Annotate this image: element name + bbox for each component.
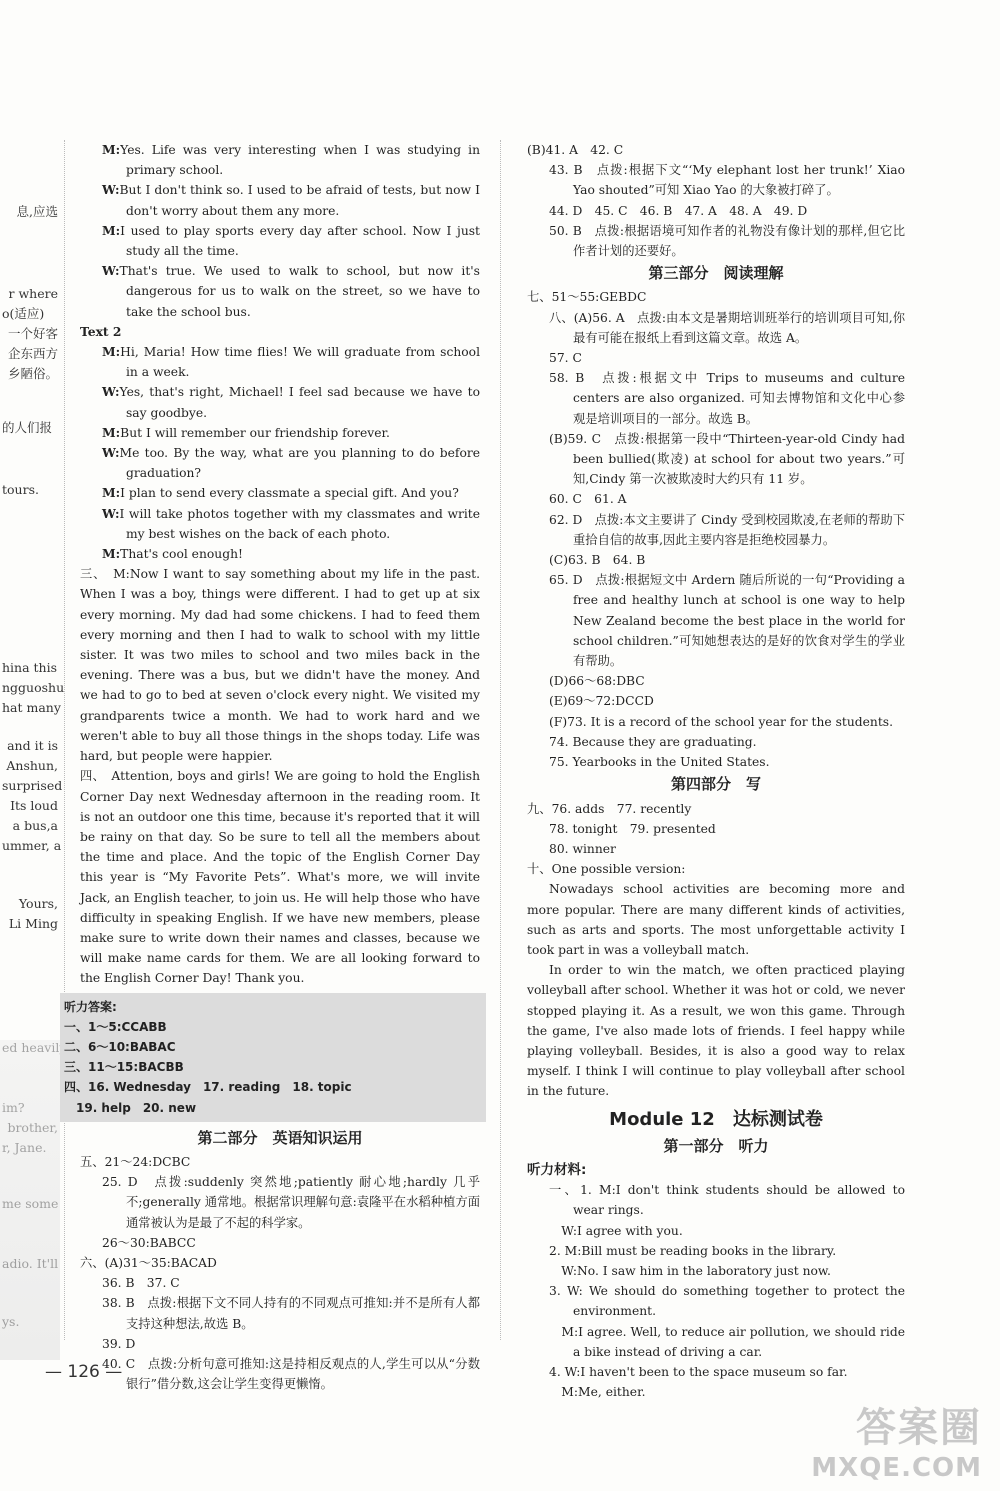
cut-off-text: hina this bbox=[2, 660, 58, 675]
answer-item: 78. tonight 79. presented bbox=[549, 821, 716, 836]
material-line: 一、1. M:I don't think students should be allowed to wear rings. bbox=[549, 1183, 905, 1218]
answer-item: 八、(A)56. A 点拨:由本文是暑期培训班举行的培训项目可知,你最有可能在报纸上看到这篇文章。故选 A。 bbox=[549, 310, 905, 345]
cut-off-text: surprised bbox=[2, 778, 63, 793]
dialogue-line bbox=[80, 544, 480, 564]
answer-item: 25. D 点拨:suddenly 突然地;patiently 耐心地;hardly 几乎不;generally 通常地。根据常识理解句意:袁隆平在水稻种植方面通常被认为是最了不起的科学家。 bbox=[102, 1175, 480, 1230]
dialogue-text: That's cool enough! bbox=[120, 547, 243, 562]
speaker-label: M: bbox=[102, 424, 121, 440]
cut-off-text: Yours, bbox=[18, 896, 58, 911]
dialogue-text: But I will remember our friendship forever. bbox=[120, 425, 390, 440]
dialogue-text2 bbox=[80, 342, 480, 564]
material-line: W:No. I saw him in the laboratory just now. bbox=[549, 1263, 831, 1278]
material-line: 2. M:Bill must be reading books in the library. bbox=[549, 1243, 837, 1258]
material-line: M:Me, either. bbox=[549, 1385, 646, 1400]
answer-item: 六、(A)31～35:BACAD bbox=[80, 1255, 217, 1270]
cut-off-text: tours. bbox=[2, 482, 39, 497]
dialogue-text: But I don't think so. I used to be afraid of tests, but now I don't worry about them any more. bbox=[119, 183, 480, 218]
dialogue-text: I used to play sports every day after school. Now I just study all the time. bbox=[120, 223, 480, 259]
section2-answers bbox=[80, 1152, 480, 1394]
dialogue-line bbox=[80, 180, 480, 220]
listening-answers-box bbox=[60, 993, 486, 1122]
dialogue-text: Yes, that's right, Michael! I feel sad because we have to say goodbye. bbox=[119, 385, 480, 420]
answer-item: 七、51～55:GEBDC bbox=[527, 290, 647, 305]
cloze-answers bbox=[527, 140, 905, 261]
answer-item: (E)69～72:DCCD bbox=[549, 694, 654, 709]
answer-item: 80. winner bbox=[549, 841, 616, 856]
section-title: 第一部分 听力 bbox=[663, 1136, 769, 1155]
answer-item: 五、21～24:DCBC bbox=[80, 1154, 191, 1169]
material-line: 3. W: We should do something together to protect the environment. bbox=[549, 1284, 905, 1319]
column-divider bbox=[64, 140, 65, 1340]
cut-off-text: ummer, a bbox=[2, 838, 62, 853]
speaker-label: M: bbox=[102, 344, 121, 360]
page-number: — 126 — bbox=[45, 1362, 123, 1382]
dialogue-text: Me too. By the way, what are you planning to do before graduation? bbox=[119, 446, 480, 481]
section-title: 第四部分 写 bbox=[670, 775, 761, 794]
dialogue-line bbox=[80, 483, 480, 503]
answer-item: 74. Because they are graduating. bbox=[549, 734, 757, 749]
faded-stamp bbox=[0, 1040, 60, 1360]
answer-line: 19. help 20. new bbox=[64, 1100, 197, 1115]
watermark-logo bbox=[811, 1396, 982, 1483]
speaker-label: M: bbox=[102, 485, 121, 501]
essay-paragraph: In order to win the match, we often practiced playing volleyball after school. Whether it was hot or cold, we never stopped playing it. As a result, we won this game. Through the game, I've also made lots of friends. I feel happy while playing volleyball. Besides, it is also a good way to relax myself. I think I will continue to play volleyball after school in the future. bbox=[527, 963, 905, 1099]
dialogue-text: That's true. We used to walk to school, but now it's dangerous for us to walk on the street, so we have to take the school bus. bbox=[119, 264, 480, 319]
dialogue-line bbox=[80, 140, 480, 180]
cut-off-text: hat many bbox=[2, 700, 61, 715]
dialogue-line bbox=[80, 443, 480, 483]
answer-item: 58. B 点拨:根据文中 Trips to museums and culture centers are also organized. 可知去博物馆和文化中心参观是培训项目的一部分。故选 B。 bbox=[549, 371, 905, 426]
answer-line: 一、1～5:CCABB bbox=[64, 1019, 167, 1034]
middle-column bbox=[64, 140, 480, 1394]
cut-off-text: r where bbox=[8, 286, 58, 301]
speaker-label: W: bbox=[102, 384, 120, 400]
cut-off-text: o(适应) bbox=[2, 306, 45, 321]
answer-item: 38. B 点拨:根据下文不同人持有的不同观点可推知:并不是所有人都支持这种想法,故选 B。 bbox=[102, 1296, 480, 1331]
dialogue-line bbox=[80, 261, 480, 322]
essay-paragraph: Nowadays school activities are becoming more and more popular. There are many different kinds of activities, such as arts and sports. The most unforgettable activity I took part in was a volleyball match. bbox=[527, 882, 905, 957]
part4-passage: 四、 Attention, boys and girls! We are going to hold the English Corner Day next Wednesday afternoon in the reading room. It is not an outdoor one this time, because it's reported that it will be rainy on that day. So be sure to tell all the members about the time and place. And the topic of the English Corner Day this year is “My Favorite Pets”. What's more, we will invite Jack, an English teacher, to join us. He will help those who have difficulty in speaking English. If we have new members, please make sure to write down their names and classes, because we will make name cards for them. We are all looking forward to the English Corner Day! Thank you. bbox=[80, 769, 480, 986]
speaker-label: M: bbox=[102, 142, 121, 157]
cut-off-text: and it is bbox=[7, 738, 58, 753]
speaker-label: W: bbox=[102, 182, 120, 198]
answer-item: (F)73. It is a record of the school year for the students. bbox=[549, 714, 894, 729]
answer-item: (B)41. A 42. C bbox=[527, 143, 624, 157]
section-title: 第三部分 阅读理解 bbox=[648, 264, 784, 283]
module-title: Module 12 达标测试卷 bbox=[609, 1108, 823, 1130]
answer-item: 57. C bbox=[549, 351, 582, 366]
answer-item: 39. D bbox=[102, 1336, 136, 1351]
cut-off-text: Li Ming bbox=[8, 916, 58, 931]
answer-item: 36. B 37. C bbox=[102, 1276, 180, 1291]
answer-item: 50. B 点拨:根据语境可知作者的礼物没有像计划的那样,但它比作者计划的还要好。 bbox=[549, 223, 905, 259]
speaker-label: M: bbox=[102, 546, 121, 562]
column-divider bbox=[500, 140, 501, 1340]
cut-off-text: a bus,a bbox=[12, 818, 58, 833]
cut-off-text: ngguoshu bbox=[2, 680, 65, 695]
answer-item: (C)63. B 64. B bbox=[549, 553, 646, 568]
speaker-label: W: bbox=[102, 445, 120, 461]
listening-material bbox=[527, 1180, 905, 1402]
answer-item: 43. B 点拨:根据下文“‘My elephant lost her trunk!’ Xiao Yao shouted”可知 Xiao Yao 的大象被打碎了。 bbox=[549, 163, 905, 198]
cut-off-text: 的人们报 bbox=[2, 420, 53, 435]
part3-passage: 三、 M:Now I want to say something about my life in the past. When I was a boy, things were different. I had to get up at six every morning. My dad had some chickens. I had to feed them every morning and then I had to walk to school with my little sister. It was two miles to school and two miles back in the evening. There was a bus, but we didn't have the money. And we had to go to bed at seven o'clock every night. We visited my grandparents twice a month. We had to work hard and we weren't able to buy all those things in the shops today. Life was hard, but people were happier. bbox=[80, 567, 480, 764]
dialogue-text: Yes. Life was very interesting when I was studying in primary school. bbox=[120, 143, 480, 178]
reading-answers bbox=[527, 287, 905, 772]
dialogue-text: I will take photos together with my classmates and write my best wishes on the back of each photo. bbox=[119, 506, 480, 541]
answer-line: 四、16. Wednesday 17. reading 18. topic bbox=[64, 1080, 352, 1095]
section-title: 第二部分 英语知识运用 bbox=[197, 1128, 363, 1147]
speaker-label: M: bbox=[102, 222, 121, 238]
answer-item: 65. D 点拨:根据短文中 Ardern 随后所说的一句“Providing a free and healthy lunch at school is one way to help New Zealand become the best place in the world for school children.”可知她想表达的是好的饮食对学生的学业有帮助。 bbox=[549, 573, 905, 669]
answer-item: 75. Yearbooks in the United States. bbox=[549, 755, 770, 770]
speaker-label: W: bbox=[102, 505, 120, 521]
answer-item: 40. C 点拨:分析句意可推知:这是持相反观点的人,学生可以从“分数银行”借分数,这会让学生变得更懒惰。 bbox=[102, 1356, 480, 1392]
answer-item: 60. C 61. A bbox=[549, 492, 627, 507]
dialogue-line bbox=[80, 504, 480, 544]
cut-off-text: 息,应选 bbox=[16, 204, 58, 219]
right-column bbox=[527, 140, 905, 1402]
answer-item: 十、One possible version: bbox=[527, 862, 686, 877]
dialogue-line bbox=[80, 342, 480, 382]
answer-line: 二、6～10:BABAC bbox=[64, 1039, 176, 1054]
cut-off-text: Its loud bbox=[10, 798, 58, 813]
watermark-url: MXQE.COM bbox=[811, 1453, 982, 1483]
text2-title: Text 2 bbox=[80, 323, 122, 339]
answers-title: 听力答案: bbox=[64, 999, 117, 1014]
cut-off-text: 乡陋俗。 bbox=[7, 366, 58, 381]
dialogue-line bbox=[80, 423, 480, 443]
speaker-label: W: bbox=[102, 263, 120, 279]
answer-item: 26～30:BABCC bbox=[102, 1235, 196, 1250]
answer-item: 62. D 点拨:本文主要讲了 Cindy 受到校园欺凌,在老师的帮助下重拾自信的故事,因此主要内容是拒绝校园暴力。 bbox=[549, 512, 905, 547]
answer-item: (D)66～68:DBC bbox=[549, 674, 645, 689]
answer-line: 三、11～15:BACBB bbox=[64, 1060, 184, 1075]
dialogue-line bbox=[80, 221, 480, 261]
cut-off-text: Anshun, bbox=[6, 758, 58, 773]
answer-item: 44. D 45. C 46. B 47. A 48. A 49. D bbox=[549, 203, 808, 218]
sample-essay bbox=[527, 879, 905, 1101]
cut-off-text: 一个好客 bbox=[7, 326, 58, 341]
material-line: M:I agree. Well, to reduce air pollution, we should ride a bike instead of driving a car. bbox=[549, 1324, 905, 1359]
material-title: 听力材料: bbox=[527, 1161, 587, 1178]
dialogue-text1 bbox=[80, 140, 480, 322]
material-line: 4. W:I haven't been to the space museum so far. bbox=[549, 1364, 848, 1379]
watermark-text: 答案圈 bbox=[856, 1405, 982, 1451]
answer-item: 九、76. adds 77. recently bbox=[527, 801, 692, 816]
cut-off-text: 企东西方 bbox=[7, 346, 58, 361]
writing-answers bbox=[527, 799, 905, 880]
dialogue-text: Hi, Maria! How time flies! We will graduate from school in a week. bbox=[120, 345, 480, 380]
dialogue-text: I plan to send every classmate a special gift. And you? bbox=[120, 486, 459, 501]
answer-item: (B)59. C 点拨:根据第一段中“Thirteen-year-old Cindy had been bullied(欺凌) at school for about two years.”可知,Cindy 第一次被欺凌时大约只有 11 岁。 bbox=[549, 431, 905, 487]
dialogue-line bbox=[80, 382, 480, 422]
material-line: W:I agree with you. bbox=[549, 1223, 683, 1238]
